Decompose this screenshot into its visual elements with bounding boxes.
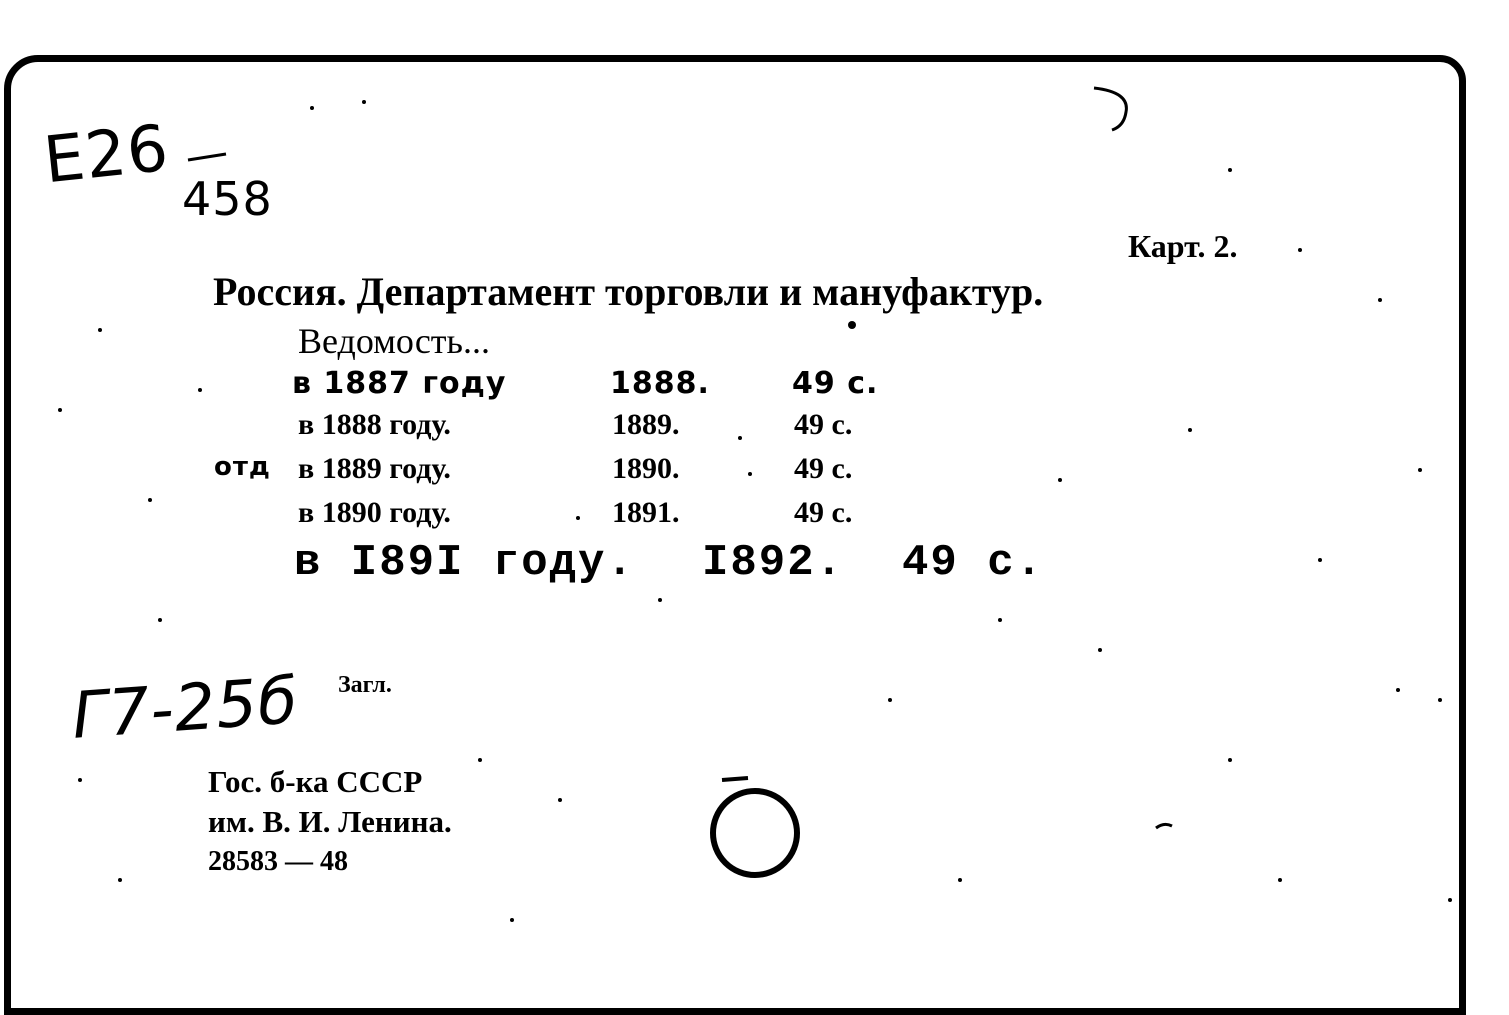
subtitle: Ведомость... bbox=[298, 321, 490, 361]
row-year: в 1888 году. bbox=[298, 408, 451, 441]
margin-note-text: отд bbox=[214, 452, 271, 482]
row-pages: 49 с. bbox=[794, 452, 853, 485]
row-year: в 1890 году. bbox=[298, 496, 451, 529]
heading: Россия. Департамент торговли и мануфактур. bbox=[213, 269, 1044, 314]
typed-row-year: в I89I году. bbox=[294, 538, 635, 588]
shelfmark-top-main: E26 bbox=[40, 111, 173, 199]
row-pub-year: 1890. bbox=[612, 452, 680, 485]
row-pub-year: 1889. bbox=[612, 408, 680, 441]
card-number: Карт. 2. bbox=[1128, 228, 1238, 264]
shelfmark-top-sub: 458 bbox=[182, 172, 273, 226]
row-pages: 49 с. bbox=[794, 496, 853, 529]
row-pub-year: 1891. bbox=[612, 496, 680, 529]
zagl-label: Загл. bbox=[338, 672, 392, 698]
row-pages: 49 с. bbox=[794, 408, 853, 441]
typed-row-pages: 49 с. bbox=[902, 538, 1045, 588]
library-line-1: Гос. б-ка СССР bbox=[208, 764, 423, 799]
print-number: 28583 — 48 bbox=[208, 846, 348, 877]
handwritten-row-year: в 1887 году bbox=[292, 366, 507, 401]
handwritten-row-pub-year: 1888. bbox=[610, 366, 710, 401]
library-line-2: им. В. И. Ленина. bbox=[208, 804, 452, 839]
typed-row-pub-year: I892. bbox=[702, 538, 845, 588]
row-year: в 1889 году. bbox=[298, 452, 451, 485]
handwritten-row-pages: 49 с. bbox=[792, 366, 879, 401]
shelfmark-bottom: Г7-25б bbox=[69, 664, 301, 754]
